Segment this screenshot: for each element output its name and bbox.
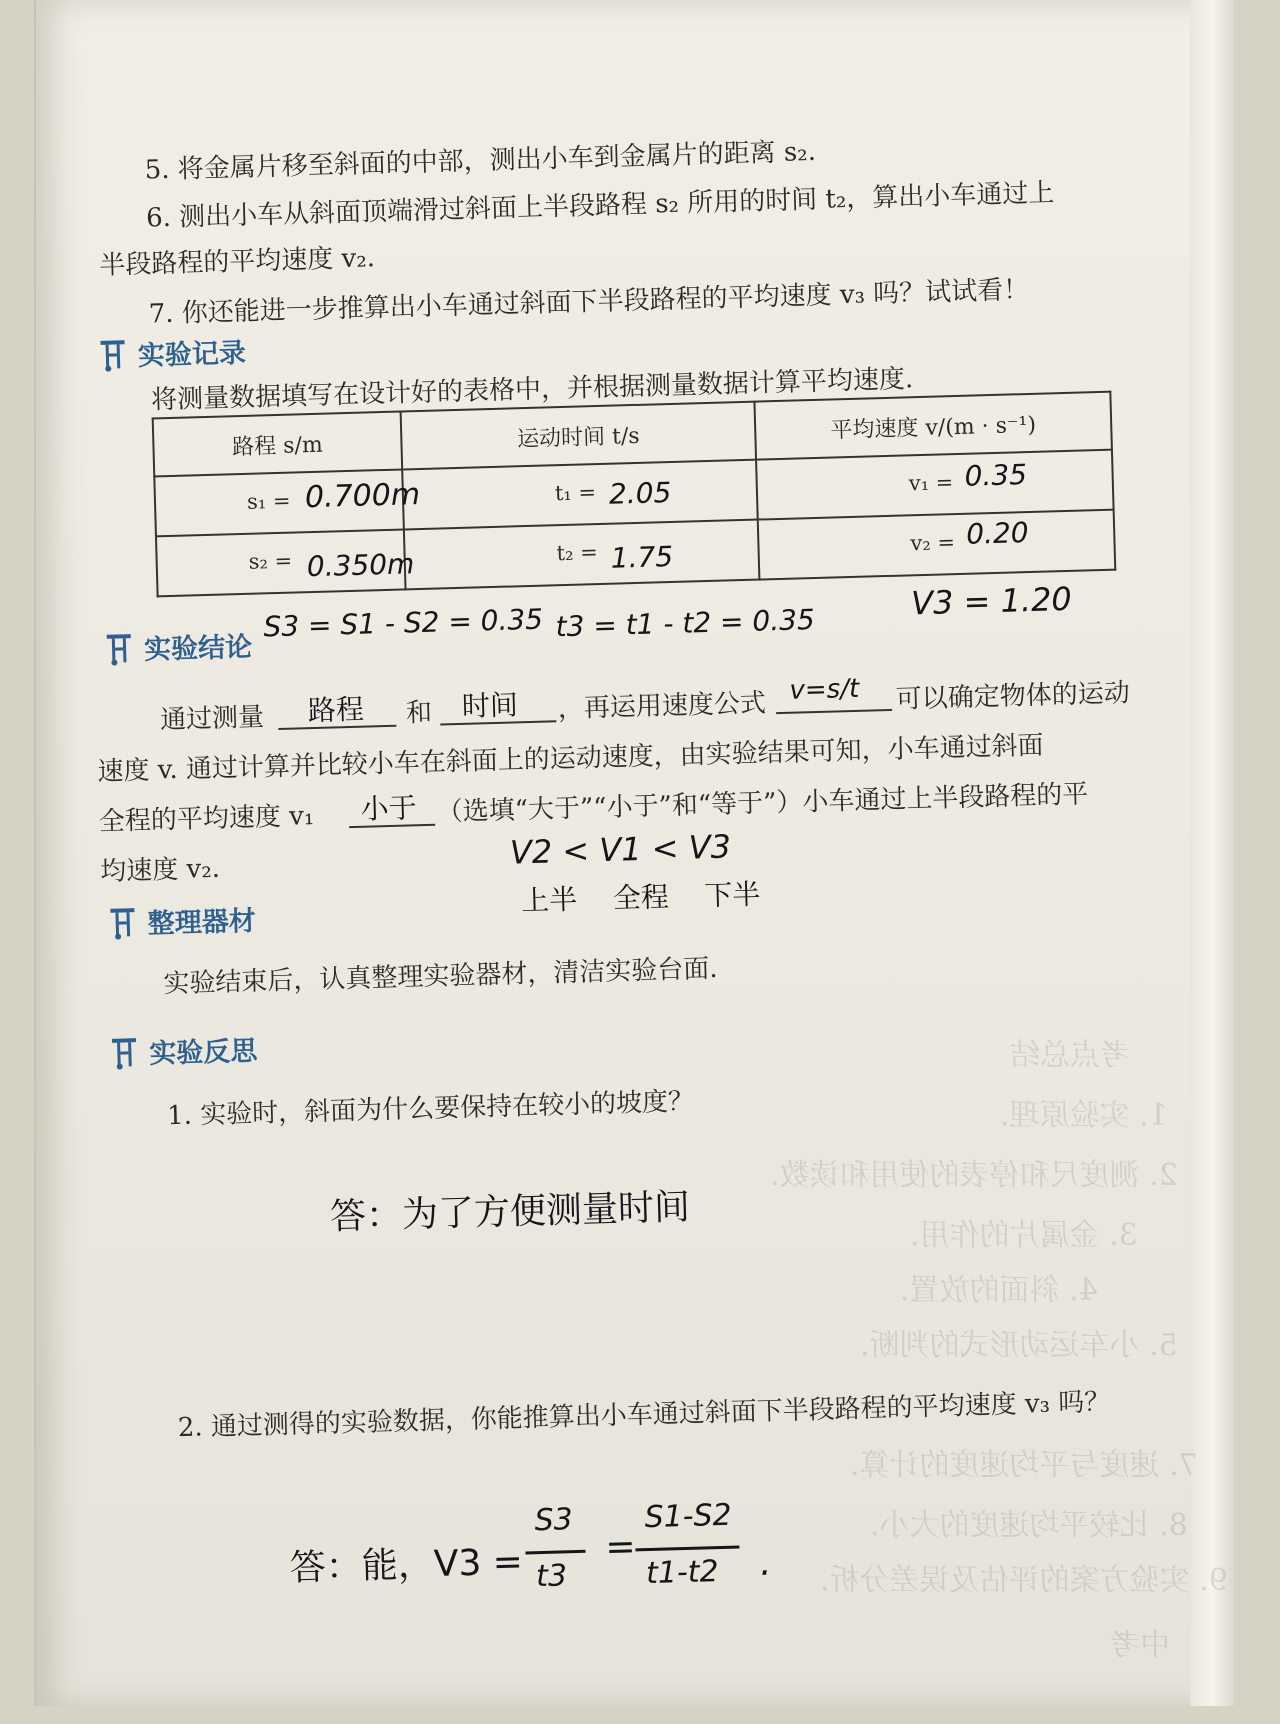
fraction-2-denominator: t1-t2 — [645, 1554, 720, 1592]
blank-formula: v=s/t — [789, 673, 860, 706]
conclusion-text-1a: 通过测量 — [159, 702, 265, 736]
reflection-heading: 实验反思 — [109, 1029, 258, 1072]
record-instruction: 将测量数据填写在设计好的表格中，并根据测量数据计算平均速度. — [150, 364, 914, 416]
blank-underline — [776, 709, 892, 714]
t1-value: 2.05 — [608, 475, 672, 511]
conclusion-text-2: 速度 v. 通过计算并比较小车在斜面上的运动速度，由实验结果可知，小车通过斜面 — [97, 730, 1044, 788]
show-through-text: 考点总结 1. 实验原理. 2. 测度尺和停表的使用和读数. 3. 金属片的作用. 4. 斜面的放置. 5. 小车运动形式的判断. 7. 速度与平均速度的计算. 8. 比较平均速度的大小. 9. 实验方案的评估及误差分析. 中考 — [770, 1038, 1228, 1663]
t2-label: t₂ = — [556, 540, 599, 566]
flask-icon — [107, 905, 138, 940]
v2-label: v₂ = — [910, 530, 956, 556]
record-heading: 实验记录 — [97, 331, 246, 374]
handwritten-s3: S3 = S1 - S2 = 0.35 — [263, 602, 544, 644]
flask-icon — [104, 631, 135, 666]
step-7: 7. 你还能进一步推算出小车通过斜面下半段路程的平均速度 v₃ 吗？试试看！ — [148, 274, 1030, 330]
conclusion-text-4: 均速度 v₂. — [99, 853, 221, 888]
handwritten-segment-labels: 上半 全程 下半 — [520, 877, 761, 918]
cleanup-text: 实验结束后，认真整理实验器材，清洁实验台面. — [163, 953, 718, 1000]
s2-value: 0.350m — [306, 547, 415, 584]
blank-time: 时间 — [461, 688, 519, 723]
fraction-2-bar — [635, 1545, 739, 1551]
period-mark: . — [759, 1542, 772, 1584]
t1-label: t₁ = — [554, 480, 597, 506]
conclusion-text-1d: 可以确定物体的运动 — [895, 678, 1131, 715]
header-distance: 路程 s/m — [153, 412, 403, 477]
v1-label: v₁ = — [908, 470, 954, 496]
flask-icon — [97, 337, 128, 372]
conclusion-text-3a: 全程的平均速度 v₁ — [98, 801, 315, 838]
reflection-answer-2 — [288, 1496, 811, 1620]
fraction-2-numerator: S1-S2 — [644, 1497, 733, 1536]
conclusion-heading: 实验结论 — [104, 625, 253, 668]
handwritten-v3: V3 = 1.20 — [910, 579, 1073, 623]
v1-value: 0.35 — [964, 458, 1028, 493]
conclusion-text-1c: ，再运用速度公式 — [557, 688, 767, 725]
equals-sign: = — [604, 1526, 637, 1569]
conclusion-text-1b: 和 — [405, 697, 433, 729]
s2-label: s₂ = — [248, 548, 293, 574]
header-speed: 平均速度 v/(m · s⁻¹) — [754, 392, 1111, 460]
fraction-1-denominator: t3 — [535, 1558, 568, 1595]
reflection-question-1: 1. 实验时，斜面为什么要保持在较小的坡度？ — [166, 1086, 695, 1132]
conclusion-text-3b: （选填“大于”“小于”和“等于”）小车通过上半段路程的平 — [436, 779, 1089, 828]
v2-value: 0.20 — [965, 516, 1030, 551]
fraction-1-bar — [525, 1550, 585, 1555]
s1-label: s₁ = — [246, 488, 291, 514]
step-6-line1: 6. 测出小车从斜面顶端滑过斜面上半段路程 s₂ 所用的时间 t₂，算出小车通过上 — [145, 178, 1055, 234]
blank-distance: 路程 — [307, 692, 365, 728]
header-time: 运动时间 t/s — [401, 402, 756, 470]
data-table — [152, 391, 1117, 598]
step-5: 5. 将金属片移至斜面的中部，测出小车到金属片的距离 s₂. — [144, 136, 817, 186]
step-6-line2: 半段路程的平均速度 v₂. — [98, 243, 376, 281]
flask-icon — [109, 1035, 140, 1070]
fraction-1-numerator: S3 — [534, 1502, 574, 1539]
reflection-answer-1: 答：为了方便测量时间 — [329, 1186, 691, 1238]
cleanup-heading: 整理器材 — [107, 899, 256, 942]
answer-2-prefix: 答：能，V3 = — [289, 1541, 524, 1590]
s1-value: 0.700m — [304, 477, 421, 516]
handwritten-comparison: V2 < V1 < V3 — [509, 827, 732, 872]
t2-value: 1.75 — [610, 539, 674, 575]
reflection-question-2: 2. 通过测得的实验数据，你能推算出小车通过斜面下半段路程的平均速度 v₃ 吗？ — [177, 1387, 1111, 1444]
handwritten-t3: t3 = t1 - t2 = 0.35 — [555, 603, 816, 644]
blank-comparison: 小于 — [360, 791, 418, 826]
